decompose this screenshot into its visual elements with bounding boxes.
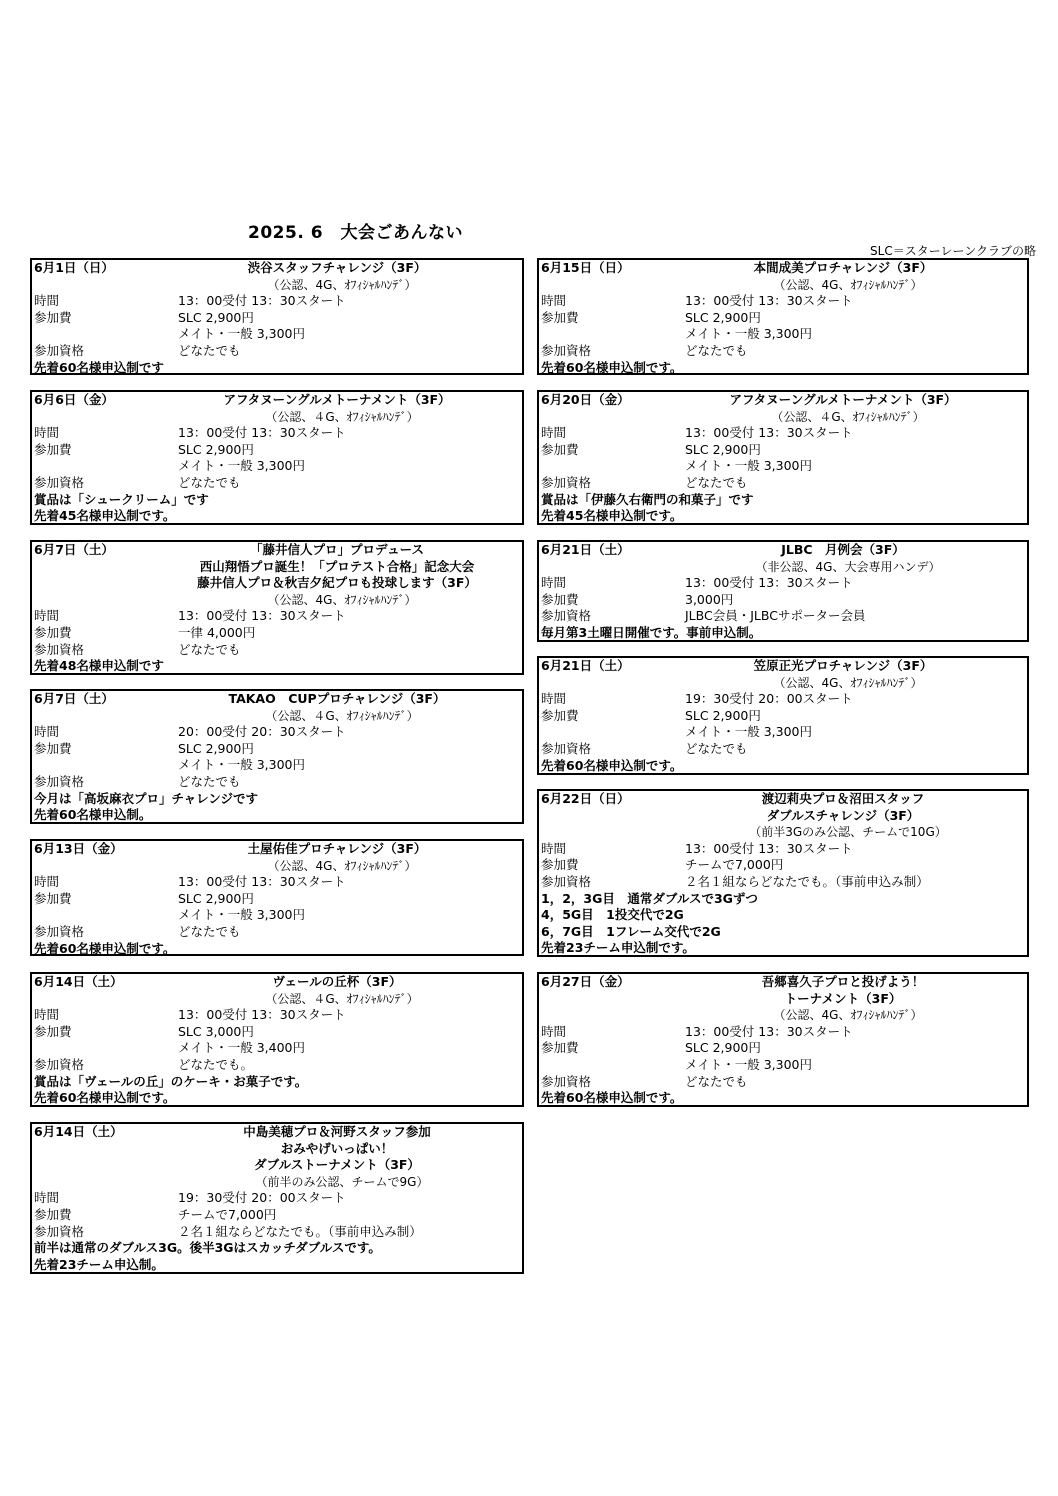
row-label: 参加費	[34, 740, 72, 756]
event-row	[32, 625, 522, 642]
card-header	[539, 542, 1027, 559]
event-date: 6月20日（金）	[541, 392, 630, 407]
event-date: 6月7日（土）	[34, 691, 114, 706]
row-label: 時間	[541, 575, 567, 591]
row-label: 参加資格	[34, 923, 85, 939]
event-row	[539, 841, 1027, 858]
event-row	[32, 924, 522, 941]
event-row	[539, 592, 1027, 609]
row-value: メイト・一般 3,300円	[685, 458, 813, 474]
row-value: SLC 2,900円	[178, 441, 254, 457]
event-name-line: 西山翔悟プロ誕生！「プロテスト合格」記念大会	[199, 558, 475, 574]
row-value: 13：00受付 13：30スタート	[178, 425, 346, 441]
row-label: 参加資格	[541, 873, 592, 889]
event-row	[539, 608, 1027, 625]
event-row	[539, 293, 1027, 310]
event-card-0620	[537, 390, 1029, 525]
event-row	[539, 1074, 1027, 1091]
row-label	[539, 458, 685, 475]
event-row	[32, 1224, 522, 1241]
card-header	[32, 392, 522, 409]
event-name: 中島美穂プロ＆河野スタッフ参加	[243, 1124, 431, 1139]
event-row	[539, 475, 1027, 492]
row-value: メイト・一般 3,300円	[178, 907, 306, 923]
event-note: 先着60名様申込制。	[34, 807, 152, 823]
event-conditions: （公認、４G、ｵﾌｨｼｬﾙﾊﾝﾃﾞ）	[265, 409, 419, 424]
event-note: 先着60名様申込制です。	[541, 1090, 683, 1106]
event-row	[32, 907, 522, 924]
event-note: 1，2，3G目 通常ダブルスで3Gずつ	[541, 890, 758, 906]
card-header	[539, 658, 1027, 675]
event-date: 6月13日（金）	[34, 841, 123, 856]
row-label: 時間	[34, 608, 60, 624]
row-value: どなたでも	[685, 740, 748, 756]
row-value: SLC 2,900円	[685, 309, 761, 325]
event-name-line: トーナメント（3F）	[784, 990, 902, 1006]
row-label: 参加資格	[34, 1056, 85, 1072]
event-date: 6月14日（土）	[34, 974, 123, 989]
row-value: SLC 3,000円	[178, 1023, 254, 1039]
event-card-0606	[30, 390, 524, 525]
event-name: 笠原正光プロチャレンジ（3F）	[753, 658, 933, 673]
row-label: 参加費	[541, 707, 579, 723]
event-date: 6月14日（土）	[34, 1124, 123, 1139]
event-row	[539, 724, 1027, 741]
event-row	[32, 741, 522, 758]
event-row	[539, 741, 1027, 758]
event-name-line: おみやげいっぱい！	[280, 1140, 394, 1156]
row-label: 参加資格	[34, 342, 85, 358]
event-note: 先着45名様申込制です。	[541, 508, 683, 524]
row-label: 参加費	[34, 309, 72, 325]
event-note: 4，5G目 1投交代で2G	[541, 907, 684, 923]
event-card-0627	[537, 972, 1029, 1107]
card-header	[32, 691, 522, 708]
event-note: 先着60名様申込制です。	[541, 757, 683, 773]
event-date: 6月1日（日）	[34, 260, 114, 275]
event-name: TAKAO CUPプロチャレンジ（3F）	[228, 691, 446, 706]
event-card-0607-a	[30, 540, 524, 675]
row-label: 時間	[541, 691, 567, 707]
event-row	[32, 458, 522, 475]
row-value: 13：00受付 13：30スタート	[178, 874, 346, 890]
event-date: 6月21日（土）	[541, 542, 630, 557]
event-date: 6月6日（金）	[34, 392, 114, 407]
card-header	[539, 260, 1027, 277]
event-row	[32, 608, 522, 625]
event-note: 賞品は「ヴェールの丘」のケーキ・お菓子です。	[34, 1073, 308, 1089]
row-label	[32, 907, 178, 924]
row-value: メイト・一般 3,300円	[685, 326, 813, 342]
row-label: 参加費	[34, 1206, 72, 1222]
row-value: SLC 2,900円	[685, 441, 761, 457]
row-value: メイト・一般 3,300円	[685, 724, 813, 740]
event-note: 先着45名様申込制です。	[34, 508, 176, 524]
row-label: 参加資格	[34, 641, 85, 657]
row-label: 参加費	[34, 890, 72, 906]
event-note: 6，7G目 1フレーム交代で2G	[541, 923, 721, 939]
row-value: SLC 2,900円	[685, 707, 761, 723]
row-value: チームで7,000円	[178, 1206, 277, 1222]
card-header	[539, 791, 1027, 808]
event-row	[539, 458, 1027, 475]
event-name: アフタヌーングルメトーナメント（3F）	[729, 392, 957, 407]
row-value: どなたでも	[685, 342, 748, 358]
row-label: 時間	[34, 874, 60, 890]
card-header	[539, 974, 1027, 991]
row-value: 19：30受付 20：00スタート	[685, 691, 853, 707]
row-label: 参加費	[34, 441, 72, 457]
event-note: 毎月第3土曜日開催です。事前申込制。	[541, 624, 762, 640]
event-name: 吾郷喜久子プロと投げよう！	[761, 974, 925, 989]
event-card-0601	[30, 258, 524, 375]
row-label	[539, 1057, 685, 1074]
event-card-0621-a	[537, 540, 1029, 642]
event-row	[32, 757, 522, 774]
row-label: 時間	[34, 1007, 60, 1023]
event-card-0621-b	[537, 656, 1029, 775]
row-label: 時間	[34, 425, 60, 441]
row-value: SLC 2,900円	[178, 740, 254, 756]
row-value: SLC 2,900円	[685, 1040, 761, 1056]
row-label	[32, 1040, 178, 1057]
event-name: 「藤井信人プロ」プロデュース	[249, 542, 424, 557]
event-row	[32, 310, 522, 327]
event-date: 6月7日（土）	[34, 542, 114, 557]
event-card-0613	[30, 839, 524, 956]
event-note: 先着60名様申込制です。	[34, 940, 176, 956]
row-value: SLC 2,900円	[178, 309, 254, 325]
row-value: どなたでも。	[178, 1056, 254, 1072]
event-row	[539, 310, 1027, 327]
event-name-line: 藤井信人プロ＆秋吉夕紀プロも投球します（3F）	[197, 575, 477, 591]
row-label	[539, 724, 685, 741]
row-value: 20：00受付 20：30スタート	[178, 724, 346, 740]
row-value: メイト・一般 3,400円	[178, 1040, 306, 1056]
event-row	[32, 891, 522, 908]
card-header	[32, 974, 522, 991]
row-label: 参加資格	[34, 773, 85, 789]
event-card-0615	[537, 258, 1029, 375]
event-conditions: （前半3Gのみ公認、チームで10G）	[749, 825, 947, 840]
row-value: メイト・一般 3,300円	[178, 458, 306, 474]
event-row	[539, 708, 1027, 725]
event-conditions: （公認、4G、ｵﾌｨｼｬﾙﾊﾝﾃﾞ）	[773, 1008, 923, 1023]
row-value: メイト・一般 3,300円	[685, 1056, 813, 1072]
event-conditions: （公認、4G、ｵﾌｨｼｬﾙﾊﾝﾃﾞ）	[773, 277, 923, 292]
row-label: 参加費	[34, 1023, 72, 1039]
event-conditions: （公認、4G、ｵﾌｨｼｬﾙﾊﾝﾃﾞ）	[773, 675, 923, 690]
row-label: 参加費	[541, 441, 579, 457]
row-value: どなたでも	[178, 641, 241, 657]
event-name: 渋谷スタッフチャレンジ（3F）	[247, 260, 427, 275]
row-label: 参加資格	[541, 608, 592, 624]
event-note: 前半は通常のダブルス3G。後半3Gはスカッチダブルスです。	[34, 1240, 381, 1256]
event-date: 6月21日（土）	[541, 658, 630, 673]
event-card-0622	[537, 789, 1029, 957]
row-label: 参加資格	[541, 740, 592, 756]
event-name: 土屋佑佳プロチャレンジ（3F）	[247, 841, 427, 856]
event-name: ヴェールの丘杯（3F）	[272, 974, 402, 989]
row-value: 19：30受付 20：00スタート	[178, 1190, 346, 1206]
row-value: メイト・一般 3,300円	[178, 757, 306, 773]
event-note: 賞品は「伊藤久右衛門の和菓子」です	[541, 491, 754, 507]
event-row	[539, 442, 1027, 459]
event-note: 先着23チーム申込制です。	[541, 940, 695, 956]
event-note: 先着23チーム申込制。	[34, 1256, 164, 1272]
row-value: 13：00受付 13：30スタート	[685, 840, 853, 856]
event-row	[539, 575, 1027, 592]
row-value: 13：00受付 13：30スタート	[685, 1023, 853, 1039]
event-note: 今月は「高坂麻衣プロ」チャレンジです	[34, 790, 259, 806]
event-row	[32, 326, 522, 343]
row-label	[539, 326, 685, 343]
event-name-line: ダブルスチャレンジ（3F）	[766, 807, 920, 823]
event-row	[32, 642, 522, 659]
card-header	[32, 1124, 522, 1141]
event-row	[32, 343, 522, 360]
event-conditions: （非公認、4G、大会専用ハンデ）	[755, 559, 941, 574]
event-conditions: （公認、4G、ｵﾌｨｼｬﾙﾊﾝﾃﾞ）	[267, 592, 417, 607]
event-note: 先着60名様申込制です。	[34, 1090, 176, 1106]
row-value: 13：00受付 13：30スタート	[685, 293, 853, 309]
event-name: JLBC 月例会（3F）	[781, 542, 905, 557]
row-label: 参加資格	[541, 1073, 592, 1089]
row-label: 時間	[34, 1190, 60, 1206]
row-value: 13：00受付 13：30スタート	[685, 425, 853, 441]
row-label: 参加費	[541, 857, 579, 873]
row-value: 一律 4,000円	[178, 624, 256, 640]
event-row	[539, 857, 1027, 874]
event-name: アフタヌーングルメトーナメント（3F）	[223, 392, 451, 407]
event-row	[539, 1024, 1027, 1041]
row-label	[32, 757, 178, 774]
row-label: 時間	[541, 293, 567, 309]
event-row	[32, 442, 522, 459]
row-value: 3,000円	[685, 591, 734, 607]
event-note: 賞品は「シュークリーム」です	[34, 491, 209, 507]
row-value: どなたでも	[178, 923, 241, 939]
row-label: 参加資格	[541, 474, 592, 490]
row-value: どなたでも	[178, 773, 241, 789]
row-label: 参加費	[541, 309, 579, 325]
row-label: 時間	[541, 425, 567, 441]
row-value: SLC 2,900円	[178, 890, 254, 906]
row-value: どなたでも	[178, 474, 241, 490]
event-conditions: （公認、４G、ｵﾌｨｼｬﾙﾊﾝﾃﾞ）	[265, 991, 419, 1006]
event-row	[539, 343, 1027, 360]
row-value: JLBC会員・JLBCサポーター会員	[685, 608, 866, 624]
event-row	[32, 475, 522, 492]
event-row	[539, 326, 1027, 343]
row-value: ２名１組ならどなたでも。（事前申込み制）	[178, 1223, 422, 1239]
event-conditions: （前半のみ公認、チームで9G）	[255, 1174, 429, 1189]
row-label: 参加資格	[34, 1223, 85, 1239]
event-row	[32, 293, 522, 310]
row-value: ２名１組ならどなたでも。（事前申込み制）	[685, 873, 929, 889]
slc-note: SLC＝スターレーンクラブの略	[870, 244, 1036, 258]
event-name: 本間成美プロチャレンジ（3F）	[753, 260, 933, 275]
row-label	[32, 458, 178, 475]
row-value: チームで7,000円	[685, 857, 784, 873]
event-note: 先着48名様申込制です	[34, 658, 164, 674]
event-conditions: （公認、4G、ｵﾌｨｼｬﾙﾊﾝﾃﾞ）	[267, 277, 417, 292]
row-value: どなたでも	[685, 474, 748, 490]
event-row	[32, 1207, 522, 1224]
row-label: 時間	[34, 293, 60, 309]
row-value: 13：00受付 13：30スタート	[178, 1007, 346, 1023]
event-card-0607-b	[30, 689, 524, 824]
event-row	[32, 1040, 522, 1057]
event-note: 先着60名様申込制です	[34, 359, 164, 375]
event-row	[32, 1024, 522, 1041]
event-date: 6月27日（金）	[541, 974, 630, 989]
event-row	[32, 1057, 522, 1074]
row-label: 時間	[541, 840, 567, 856]
row-value: どなたでも	[178, 342, 241, 358]
event-conditions: （公認、４G、ｵﾌｨｼｬﾙﾊﾝﾃﾞ）	[265, 708, 419, 723]
event-row	[32, 724, 522, 741]
row-label: 時間	[541, 1023, 567, 1039]
card-header	[32, 841, 522, 858]
row-value: 13：00受付 13：30スタート	[178, 608, 346, 624]
row-label: 参加費	[541, 1040, 579, 1056]
event-row	[539, 425, 1027, 442]
event-row	[539, 691, 1027, 708]
event-date: 6月15日（日）	[541, 260, 630, 275]
event-note: 先着60名様申込制です。	[541, 359, 683, 375]
card-header	[539, 392, 1027, 409]
row-label: 時間	[34, 724, 60, 740]
event-date: 6月22日（日）	[541, 791, 630, 806]
event-row	[32, 1190, 522, 1207]
card-header	[32, 260, 522, 277]
row-label	[32, 326, 178, 343]
row-label: 参加資格	[34, 474, 85, 490]
event-row	[32, 774, 522, 791]
event-row	[32, 1007, 522, 1024]
card-header	[32, 542, 522, 559]
event-row	[32, 874, 522, 891]
row-value: メイト・一般 3,300円	[178, 326, 306, 342]
event-card-0614-a	[30, 972, 524, 1107]
row-value: どなたでも	[685, 1073, 748, 1089]
event-row	[539, 1040, 1027, 1057]
row-value: 13：00受付 13：30スタート	[685, 575, 853, 591]
event-row	[539, 1057, 1027, 1074]
event-conditions: （公認、４G、ｵﾌｨｼｬﾙﾊﾝﾃﾞ）	[771, 409, 925, 424]
row-label: 参加資格	[541, 342, 592, 358]
event-name: 渡辺莉央プロ＆沼田スタッフ	[761, 791, 925, 806]
row-label: 参加費	[34, 624, 72, 640]
row-value: 13：00受付 13：30スタート	[178, 293, 346, 309]
event-row	[32, 425, 522, 442]
event-conditions: （公認、4G、ｵﾌｨｼｬﾙﾊﾝﾃﾞ）	[267, 858, 417, 873]
row-label: 参加費	[541, 591, 579, 607]
event-name-line: ダブルストーナメント（3F）	[254, 1157, 420, 1173]
event-card-0614-b	[30, 1122, 524, 1274]
event-row	[539, 874, 1027, 891]
page-title: 2025. 6 大会ごあんない	[248, 223, 464, 243]
